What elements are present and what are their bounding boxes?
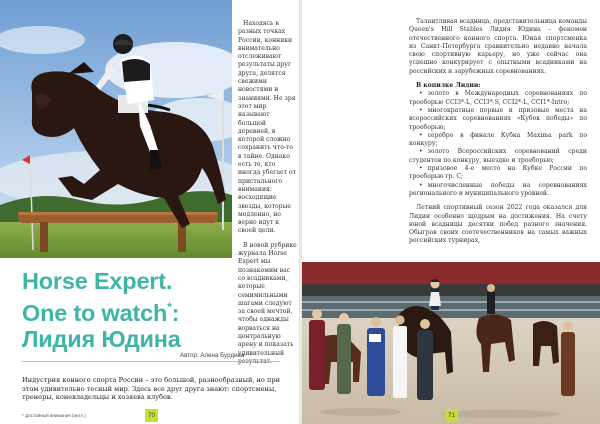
right-paragraph-2: Летний спортивный сезон 2022 года оказался для Лидии особенно щедрым на достижения. На счету юной всадницы десятки побед разного значения. Обыграв своих соотечественников на самых важных российских турнирах, [409, 204, 587, 245]
page-number-left: 70 [145, 409, 158, 422]
achievement-item: • серебро в финале Кубка Maxima park по конкуру; [409, 132, 587, 149]
footnote: * Достойный внимания (англ.) [22, 413, 86, 418]
achievement-item: • золото в Международных соревнованиях по троеборью CCI3*-L, CCI3*-S, CCI2*-L, CCI1*-Intro; [409, 90, 587, 107]
right-column-text [409, 18, 587, 252]
title-line-2 [22, 294, 292, 326]
right-paragraph-1: Талантливая всадница, представительница команды Queen's Hill Stables Лидия Юдина – феномен отечественного конного спорта. Юная спортсменка из Санкт-Петербурга сравнительно недавно начала свою спортивную карьеру, но уже сейчас она успешно конкурирует с опытными всадниками на российских и зарубежных соревнованиях. [409, 18, 587, 75]
left-column-paragraph: Находясь в разных точках России, конники внимательно отслеживают результаты друг друга, делятся свежими новостями и знаниями. Не зря этот мир называют большой деревней, в которой сложно сохранить что-то в тайне. Однако есть те, кто иногда убегает от пристального внимания: восходящие звезды, которые медленно, но верно идут к своей цели. [238, 20, 296, 235]
achievement-item: • многочисленные победы на соревнованиях регионального и муниципального уровней. [409, 182, 587, 199]
page-number-right: 71 [445, 409, 458, 422]
title-line-3: Лидия Юдина [22, 326, 181, 352]
achievement-item: • призовое 4-е место на Кубке России по троеборью гр. С; [409, 165, 587, 182]
author-credit: Автор: Алена Бурдина [180, 352, 245, 359]
jumping-photo-art [0, 0, 232, 258]
spine-gutter [299, 0, 302, 424]
jumping-photo [0, 0, 232, 258]
achievement-item: • золото Всероссийских соревнований среди студентов по конкуру, выездке и троеборью; [409, 148, 587, 165]
left-column-paragraph: В новой рубрике журнала Horse Expert мы познакомим вас со всадниками, которые семимильными шагами следуют за своей мечтой, чтобы однажды ворваться на центральную арену и показать удивительный [238, 241, 297, 357]
achievements-heading: В копилке Лидии: [416, 82, 481, 90]
title-line-1: Horse Expert. [22, 268, 173, 294]
award-ceremony-photo [301, 262, 600, 424]
title-asterisk: * [167, 300, 172, 314]
achievement-item: • многократные первые и призовые места на всероссийских соревнованиях «Кубок победы» по троеборью; [409, 107, 587, 132]
right-page [301, 0, 600, 424]
title-colon: : [171, 300, 180, 326]
intro-paragraph: Индустрия конного спорта России – это большой, разнообразный, но при этом удивительно тесный мир. Здесь все друг друга знают: спортсмены, тренеры, коневладельцы и хозяева клубов. [22, 376, 281, 402]
award-ceremony-art [301, 262, 600, 424]
achievements-list [409, 90, 587, 198]
author-divider [22, 361, 280, 362]
article-title [22, 268, 292, 352]
title-line-2-text: One to watch [22, 300, 168, 326]
